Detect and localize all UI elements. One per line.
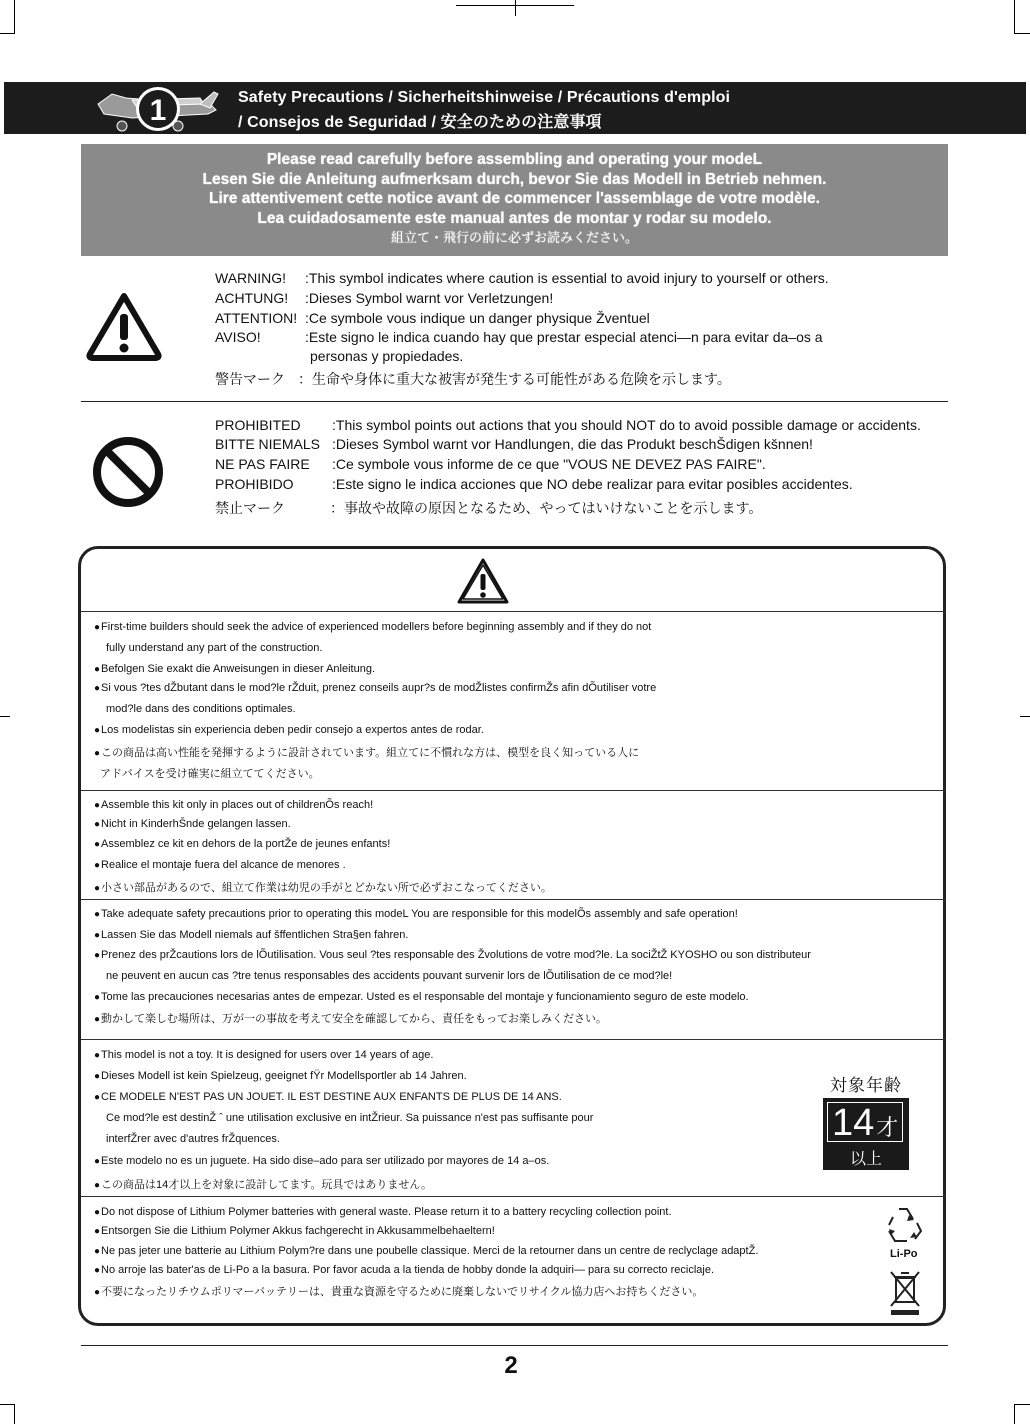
- recycle-icon: [881, 1205, 929, 1247]
- prohibited-text: :Dieses Symbol warnt vor Handlungen, die das Produkt beschŠdigen kšnnen!: [332, 436, 813, 452]
- caution-item: ● この商品は高い性能を発揮するように設計されています。組立てに不慣れな方は、模型を良く知っている人に: [94, 744, 639, 760]
- caution-item: ● Do not dispose of Lithium Polymer batteries with general waste. Please return it to a battery recycling collection point.: [94, 1206, 672, 1218]
- caution-item: ● Lassen Sie das Modell niemals auf šffentlichen Stra§en fahren.: [94, 929, 408, 941]
- section-number: 1: [149, 94, 167, 127]
- caution-item: ● First-time builders should seek the advice of experienced modellers before beginning assembly and if they do not: [94, 621, 651, 633]
- warning-label-jp: 警告マーク: [215, 371, 285, 387]
- prohibited-text: :This symbol points out actions that you should NOT do to avoid possible damage or accidents.: [332, 417, 921, 433]
- crop-mark: [1014, 1404, 1015, 1424]
- caution-item: ● Assemble this kit only in places out of childrenÕs reach!: [94, 799, 373, 811]
- caution-item: ● Befolgen Sie exakt die Anweisungen in dieser Anleitung.: [94, 663, 375, 675]
- warning-label: AVISO!: [215, 329, 261, 345]
- notice-japanese: 組立て・飛行の前に必ずお読みください。: [390, 230, 638, 245]
- caution-item: ● CE MODELE N'EST PAS UN JOUET. IL EST DESTINE AUX ENFANTS DE PLUS DE 14 ANS.: [94, 1091, 562, 1103]
- crossed-bin-icon: [887, 1268, 923, 1318]
- airplane-icon: [92, 84, 222, 134]
- footer-divider: [81, 1345, 948, 1346]
- caution-item: ● Los modelistas sin experiencia deben pedir consejo a expertos antes de rodar.: [94, 724, 484, 736]
- caution-item: ● Assemblez ce kit en dehors de la portŽe de jeunes enfants!: [94, 838, 390, 850]
- recycle-label: Li-Po: [890, 1248, 918, 1260]
- prohibited-label: PROHIBIDO: [215, 476, 294, 492]
- prohibited-text: :Este signo le indica acciones que NO debe realizar para evitar posibles accidentes.: [332, 476, 853, 492]
- notice-line: Please read carefully before assembling and operating your modeL: [266, 151, 763, 168]
- caution-item: ● Si vous ?tes dŽbutant dans le mod?le rŽduit, prenez conseils aupr?s de modŽlistes confirmŽs afin dÕutiliser votre: [94, 682, 656, 694]
- caution-item: ● Realice el montaje fuera del alcance de menores .: [94, 859, 346, 871]
- caution-item: ● Dieses Modell ist kein Spielzeug, geeignet fŸr Modellsportler ab 14 Jahren.: [94, 1070, 467, 1082]
- caution-item: ● Entsorgen Sie die Lithium Polymer Akkus fachgerecht in Akkusammelbehaeltern!: [94, 1225, 495, 1237]
- caution-item: ● Prenez des prŽcautions lors de lÕutilisation. Vous seul ?tes responsable des Žvolutions de votre mod?le. La sociŽtŽ KYOSHO ou son distributeur: [94, 949, 811, 961]
- header-title-line2: / Consejos de Seguridad / 安全のための注意事項: [238, 114, 602, 131]
- caution-item: ● Take adequate safety precautions prior to operating this modeL You are responsible for this modelÕs assembly and safe operation!: [94, 908, 738, 920]
- read-carefully-notice: [81, 144, 948, 256]
- prohibited-label-jp: 禁止マーク: [215, 500, 285, 516]
- section-divider: [81, 1039, 946, 1040]
- warning-text: :Ce symbole vous indique un danger physique Žventuel: [305, 310, 650, 326]
- caution-item: ● Este modelo no es un juguete. Ha sido dise–ado para ser utilizado por mayores de 14 a–os.: [94, 1155, 549, 1167]
- caution-item: ● 不要になったリチウムポリマーバッテリーは、貴重な資源を守るために廃棄しないでリサイクル協力店へお持ちください。: [94, 1283, 703, 1299]
- caution-item: ● Tome las precauciones necesarias antes de empezar. Usted es el responsable del montaje y funcionamiento seguro de este modelo.: [94, 991, 749, 1003]
- warning-label: ACHTUNG!: [215, 290, 289, 306]
- age-rating-sub: 以上: [849, 1151, 882, 1168]
- prohibited-label: BITTE NIEMALS: [215, 436, 321, 452]
- caution-item: アドバイスを受け確実に組立ててください。: [100, 768, 320, 780]
- warning-text: :Dieses Symbol warnt vor Verletzungen!: [305, 290, 554, 306]
- caution-item: ● Ne pas jeter une batterie au Lithium Polym?re dans une poubelle classique. Merci de la retourner dans un centre de reclyclage adaptŽ.: [94, 1245, 758, 1257]
- age-rating-unit: 才: [876, 1115, 899, 1140]
- crop-mark: [1014, 0, 1015, 34]
- section-divider: [81, 790, 946, 791]
- caution-item: ● この商品は14才以上を対象に設計してます。玩具ではありません。: [94, 1176, 432, 1192]
- prohibited-text-jp: ：事故や故障の原因となるため、やってはいけないことを示します。: [330, 500, 763, 516]
- warning-text: personas y propiedades.: [310, 348, 464, 364]
- caution-item: mod?le dans des conditions optimales.: [106, 703, 296, 715]
- caution-item: Ce mod?le est destinŽ ˆ une utilisation exclusive en intŽrieur. Sa puissance n'est pas suffisante pour: [106, 1112, 594, 1124]
- warning-label: ATTENTION!: [215, 310, 298, 326]
- divider: [81, 401, 948, 402]
- notice-line: Lesen Sie die Anleitung aufmerksam durch, bevor Sie das Modell in Betrieb nehmen.: [202, 170, 827, 188]
- caution-item: ● Nicht in KinderhŠnde gelangen lassen.: [94, 818, 291, 830]
- crop-mark: [0, 33, 15, 34]
- warning-label: WARNING!: [215, 270, 287, 286]
- crop-mark: [0, 716, 10, 717]
- notice-line: Lea cuidadosamente este manual antes de montar y rodar su modelo.: [257, 209, 772, 227]
- caution-item: ● No arroje las bater'as de Li-Po a la basura. Por favor acuda a la tienda de hobby donde la adquiri— para su correcto reciclaje.: [94, 1264, 714, 1276]
- prohibited-label: NE PAS FAIRE: [215, 456, 310, 472]
- prohibited-text: :Ce symbole vous informe de ce que "VOUS NE DEVEZ PAS FAIRE".: [332, 456, 766, 472]
- caution-item: ne peuvent en aucun cas ?tre tenus responsables des accidents pouvant survenir lors de lÕutilisation de ce mod?le!: [106, 970, 673, 982]
- age-rating-number-box: [827, 1102, 903, 1142]
- caution-item: ● 動かして楽しむ場所は、万が一の事故を考えて安全を確認してから、責任をもってお楽しみください。: [94, 1010, 607, 1026]
- crop-mark: [515, 0, 516, 16]
- notice-line: Lire attentivement cette notice avant de commencer l'assemblage de votre modèle.: [209, 190, 820, 207]
- prohibited-label: PROHIBITED: [215, 417, 301, 433]
- section-divider: [81, 611, 946, 612]
- crop-mark: [14, 1404, 15, 1424]
- crop-mark: [1020, 716, 1030, 717]
- caution-item: interfŽrer avec d'autres frŽquences.: [106, 1133, 280, 1145]
- header-title-line1: Safety Precautions / Sicherheitshinweise / Précautions d'emploi: [238, 89, 731, 106]
- warning-triangle-icon: [455, 556, 511, 606]
- prohibited-circle-icon: [90, 434, 166, 510]
- section-divider: [81, 1196, 946, 1197]
- age-rating-number: 14: [832, 1102, 875, 1144]
- section-divider: [81, 899, 946, 900]
- crop-mark: [1014, 33, 1030, 34]
- warning-text-jp: ：生命や身体に重大な被害が発生する可能性がある危険を示します。: [298, 371, 731, 387]
- warning-text: :Este signo le indica cuando hay que prestar especial atenci—n para evitar da–os a: [305, 329, 823, 345]
- age-rating-title: 対象年齢: [830, 1076, 902, 1095]
- warning-text: :This symbol indicates where caution is essential to avoid injury to yourself or others.: [305, 270, 829, 286]
- age-rating-badge: [823, 1098, 909, 1170]
- caution-item: ● 小さい部品があるので、組立て作業は幼児の手がとどかない所で必ずおこなってください。: [94, 879, 552, 895]
- warning-triangle-icon: [84, 290, 164, 362]
- crop-mark: [0, 1404, 15, 1405]
- crop-mark: [1014, 1404, 1030, 1405]
- age-rating: [821, 1071, 911, 1170]
- page-number: 2: [504, 1352, 518, 1379]
- caution-item: ● This model is not a toy. It is designed for users over 14 years of age.: [94, 1049, 433, 1061]
- caution-item: fully understand any part of the construction.: [106, 642, 323, 654]
- crop-mark: [14, 0, 15, 34]
